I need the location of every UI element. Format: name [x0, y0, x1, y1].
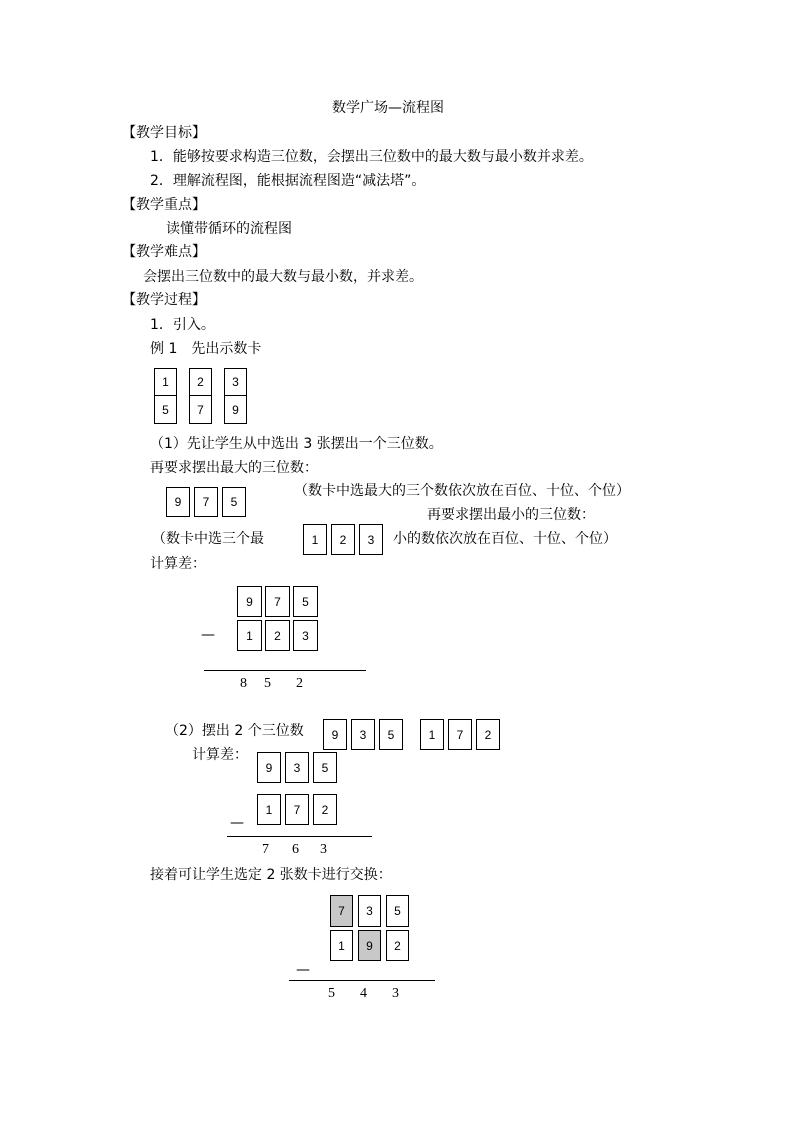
number-card: 2 — [476, 719, 500, 750]
result-digit: 7 — [262, 842, 269, 857]
number-card: 2 — [189, 368, 212, 396]
result-digit: 4 — [360, 986, 367, 1001]
objectives-heading: 【教学目标】 — [122, 125, 206, 141]
result-digit: 5 — [264, 676, 271, 691]
step2-text: （2）摆出 2 个三位数 — [165, 723, 304, 739]
result-digit: 3 — [320, 842, 327, 857]
number-card: 1 — [330, 930, 353, 961]
number-card: 7 — [265, 586, 290, 617]
number-card: 3 — [358, 895, 381, 927]
result-digit: 3 — [392, 986, 399, 1001]
sum-line — [204, 670, 366, 671]
difficulty-text: 会摆出三位数中的最大数与最小数，并求差。 — [143, 269, 423, 285]
number-card: 1 — [257, 794, 281, 825]
minus-sign: — — [230, 815, 244, 831]
sum-line — [289, 980, 435, 981]
number-card: 2 — [331, 524, 355, 555]
min-note-post: 小的数依次放在百位、十位、个位） — [393, 531, 617, 547]
key-point-heading: 【教学重点】 — [122, 197, 206, 213]
number-card: 7 — [285, 794, 309, 825]
minus-sign: — — [201, 627, 215, 643]
number-card: 3 — [359, 524, 383, 555]
number-card: 7 — [448, 719, 472, 750]
step1-text: （1）先让学生从中选出 3 张摆出一个三位数。 — [150, 436, 443, 452]
number-card: 7 — [194, 487, 218, 517]
calc-label-2: 计算差： — [192, 747, 248, 763]
number-card: 5 — [386, 895, 409, 927]
number-card: 5 — [222, 487, 246, 517]
number-card: 2 — [386, 930, 409, 961]
number-card: 5 — [313, 752, 337, 783]
result-digit: 6 — [292, 842, 299, 857]
number-card: 1 — [237, 620, 262, 651]
number-card: 9 — [166, 487, 190, 517]
number-card: 5 — [293, 586, 318, 617]
objective-item-1: 1．能够按要求构造三位数，会摆出三位数中的最大数与最小数并求差。 — [150, 149, 593, 165]
number-card: 9 — [323, 719, 347, 750]
number-card: 3 — [285, 752, 309, 783]
number-card: 3 — [293, 620, 318, 651]
page-title: 数学广场—流程图 — [332, 100, 444, 116]
process-example: 例 1 先出示数卡 — [150, 341, 262, 357]
ask-max-text: 再要求摆出最大的三位数： — [150, 460, 318, 476]
number-card: 1 — [154, 368, 177, 396]
max-note: （数卡中选最大的三个数依次放在百位、十位、个位） — [294, 483, 630, 499]
objective-item-2: 2．理解流程图，能根据流程图造“减法塔”。 — [150, 173, 426, 189]
number-card: 7 — [189, 395, 212, 424]
number-card: 2 — [313, 794, 337, 825]
min-note-pre: （数卡中选三个最 — [152, 531, 264, 547]
number-card: 2 — [265, 620, 290, 651]
result-digit: 8 — [240, 676, 247, 691]
number-card: 1 — [303, 524, 327, 555]
process-heading: 【教学过程】 — [122, 292, 206, 308]
swapped-number-card: 9 — [358, 930, 381, 961]
swap-text: 接着可让学生选定 2 张数卡进行交换： — [150, 867, 392, 883]
difficulty-heading: 【教学难点】 — [122, 244, 206, 260]
number-card: 9 — [237, 586, 262, 617]
minus-sign: — — [296, 962, 310, 978]
number-card: 5 — [379, 719, 403, 750]
result-digit: 2 — [296, 676, 303, 691]
number-card: 9 — [257, 752, 281, 783]
sum-line — [227, 836, 372, 837]
ask-min-text: 再要求摆出最小的三位数： — [427, 507, 595, 523]
number-card: 5 — [154, 395, 177, 424]
calc-label: 计算差： — [150, 556, 206, 572]
number-card: 3 — [224, 368, 247, 396]
number-card: 3 — [351, 719, 375, 750]
process-intro: 1．引入。 — [150, 317, 215, 333]
swapped-number-card: 7 — [330, 895, 353, 927]
result-digit: 5 — [328, 986, 335, 1001]
number-card: 9 — [224, 395, 247, 424]
number-card: 1 — [420, 719, 444, 750]
key-point-text: 读懂带循环的流程图 — [166, 221, 292, 237]
